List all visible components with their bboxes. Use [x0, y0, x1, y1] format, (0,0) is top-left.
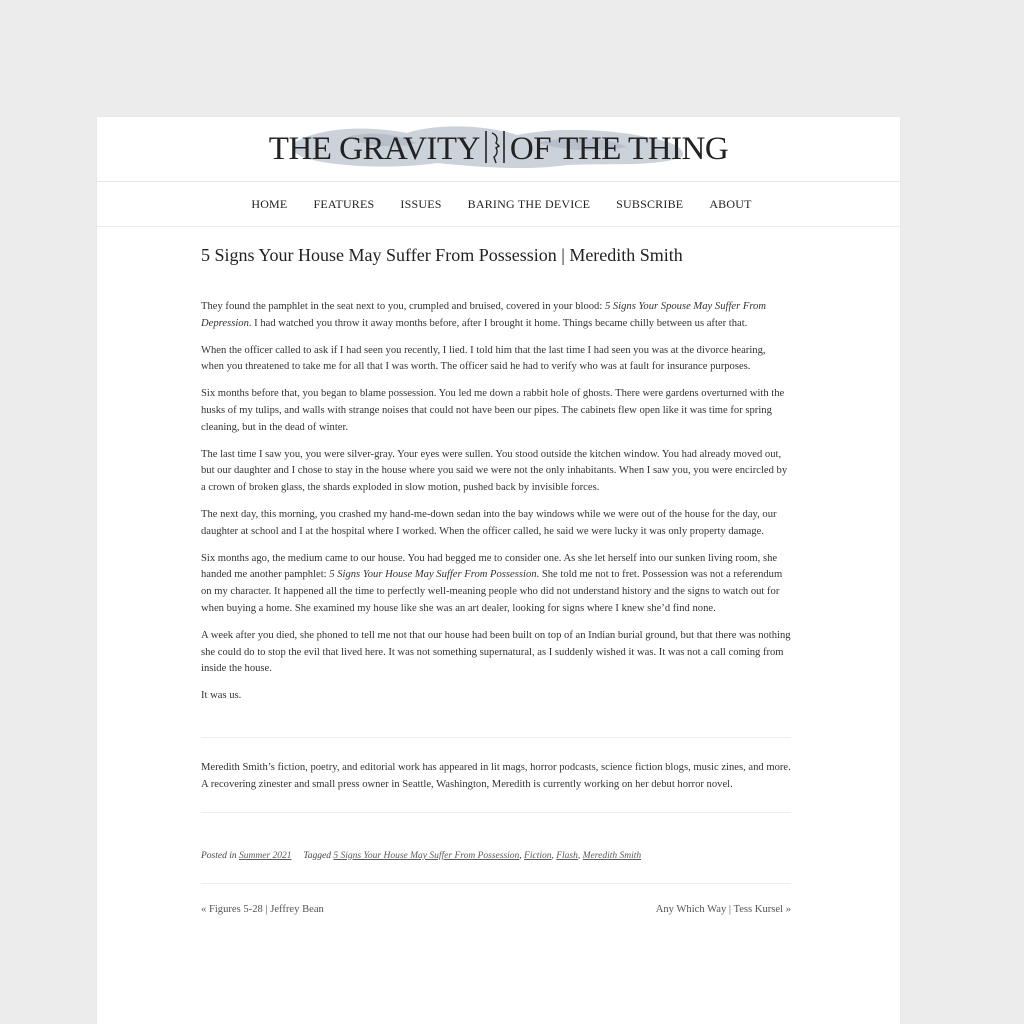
post-paragraph-4: The last time I saw you, you were silver-gray. Your eyes were sullen. You stood outside the kitchen window. You had already moved out, but our daughter and I chose to stay in the house where you said we were not the only inhabitants. When I saw you, you were encircled by a crown of broken glass, the shards exploded in slow motion, pushed back by invisible forces.	[201, 448, 788, 494]
divider	[201, 812, 791, 813]
tagged-label: Tagged	[303, 850, 332, 861]
posted-in-label: Posted in	[201, 850, 237, 861]
logo-text-left: THE GRAVITY	[268, 131, 480, 167]
post-paragraph-2: When the officer called to ask if I had seen you recently, I lied. I told him that the last time I had seen you was at the divorce hearing, when you threatened to take me for all that I was worth. The officer said he had to verify who was at fault for insurance purposes.	[201, 344, 766, 373]
logo-text-right: OF THE THING	[509, 131, 729, 167]
nav-home[interactable]: HOME	[251, 196, 288, 211]
post-title: 5 Signs Your House May Suffer From Possession | Meredith Smith	[201, 245, 683, 265]
tag-link[interactable]: 5 Signs Your House May Suffer From Possession	[333, 850, 520, 861]
post-article	[201, 243, 791, 915]
tag-link[interactable]: Flash	[556, 850, 578, 861]
next-post-link[interactable]: Any Which Way | Tess Kursel »	[655, 903, 791, 915]
nav-issues[interactable]: ISSUES	[400, 196, 442, 211]
post-paragraph-7: A week after you died, she phoned to tell me not that our house had been built on top of an Indian burial ground, but that there was nothing she could do to stop the evil that lived here. It was not something supernatural, as I suddenly wished it was. It was not a call coming from inside the house.	[201, 629, 791, 675]
post-paragraph-8: It was us.	[201, 690, 242, 702]
nav-subscribe[interactable]: SUBSCRIBE	[616, 196, 684, 211]
tag-link[interactable]: Meredith Smith	[582, 850, 642, 861]
site-header	[97, 117, 900, 182]
face-profile-icon	[482, 129, 508, 165]
previous-post-link[interactable]: « Figures 5-28 | Jeffrey Bean	[201, 903, 324, 915]
author-bio: Meredith Smith’s fiction, poetry, and editorial work has appeared in lit mags, horror podcasts, science fiction blogs, music zines, and more. A recovering zinester and small press owner in Seattle, Washington, Meredith is currently working on her debut horror novel.	[201, 761, 791, 790]
post-paragraph-1: They found the pamphlet in the seat next to you, crumpled and bruised, covered in your blood: 5 Signs Your Spouse May Suffer From Depression. I had watched you throw it away months before, after I brought it home. Things became chilly between us after that.	[201, 301, 767, 329]
main-nav	[97, 182, 900, 227]
nav-features[interactable]: FEATURES	[313, 196, 375, 211]
post-navigation	[201, 904, 791, 915]
nav-baring-the-device[interactable]: BARING THE DEVICE	[467, 196, 591, 211]
post-paragraph-5: The next day, this morning, you crashed my hand-me-down sedan into the bay windows while we were out of the house for the day, our daughter at school and I at the hospital where I worked. When the officer called, he said we were lucky it was only property damage.	[201, 508, 777, 537]
category-link[interactable]: Summer 2021	[239, 850, 292, 861]
tag-link[interactable]: Fiction	[524, 850, 552, 861]
site-logo[interactable]	[97, 117, 900, 181]
nav-about[interactable]: ABOUT	[709, 196, 752, 211]
pamphlet-title-2: 5 Signs Your House May Suffer From Possession	[329, 569, 537, 581]
post-paragraph-6: Six months ago, the medium came to our house. You had begged me to consider one. As she let herself into our sunken living room, she handed me another pamphlet: 5 Signs Your House May Suffer From Possession. She told me not to fret. Possession was not a referendum on my character. It happened all the time to perfectly well-meaning people who did not understand history and the signs to watch out for when buying a home. She examined my house like she was an art dealer, looking for signs where I knew she’d find none.	[201, 552, 783, 614]
pamphlet-title-1: 5 Signs Your Spouse May Suffer From Depression	[201, 301, 767, 329]
page-container	[97, 117, 900, 1024]
post-paragraph-3: Six months before that, you began to blame possession. You led me down a rabbit hole of ghosts. There were gardens overturned with the husks of my tulips, and walls with strange noises that could not have been our pipes. The cabinets flew open like it was time for spring cleaning, but in the dead of winter.	[201, 388, 785, 433]
post-meta: Posted in Summer 2021 Tagged 5 Signs Your House May Suffer From Possession, Fiction, Flash, Meredith Smith	[201, 850, 642, 861]
divider	[201, 737, 791, 738]
divider	[201, 883, 791, 884]
